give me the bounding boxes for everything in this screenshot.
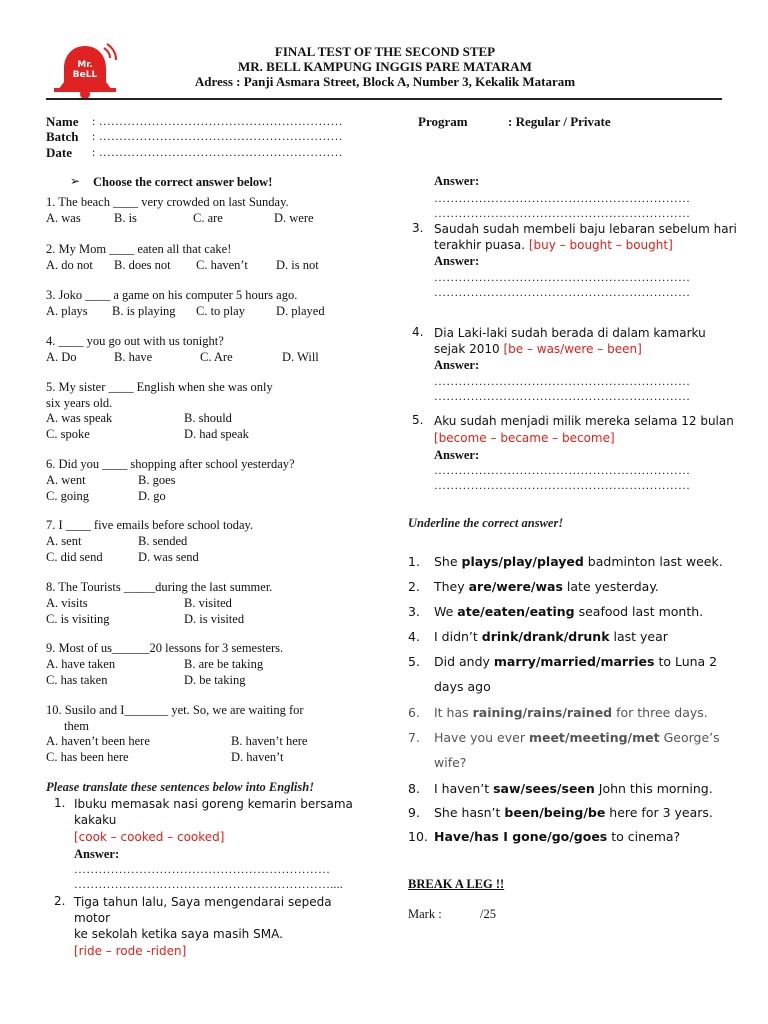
date-field[interactable]: : …………………………………………………… [92,145,343,159]
sentence-line-1: Tiga tahun lalu, Saya mengendarai sepeda motor [74,895,332,925]
bullet-arrow-icon: ➢ [70,174,81,188]
sentence-end: to cinema? [607,829,681,844]
option-c[interactable]: C. Are [200,349,233,364]
program-label: Program [418,114,468,129]
option-c[interactable]: C. to play [196,303,245,318]
answer-label: Answer: [434,448,480,462]
sentence-line-2: terakhir puasa. [434,238,526,252]
sentence-start: Did andy [434,654,494,669]
option-a[interactable]: A. Do [46,349,77,364]
item-number: 1. [54,796,66,810]
question-text: 3. Joko ____ a game on his computer 5 hours ago. [46,288,298,302]
option-d[interactable]: D. is visited [184,611,245,626]
answer-options[interactable]: ate/eaten/eating [457,604,575,619]
item-number: 2. [54,894,66,908]
question-5 [46,380,406,443]
option-d[interactable]: D. is not [276,257,319,272]
underline-item [408,574,728,599]
sentence-end: George’s [659,730,720,745]
question-text: 10. Susilo and I_______ yet. So, we are waiting for [46,703,304,717]
sentence-line-2: ke sekolah ketika saya masih SMA. [74,927,283,941]
answer-line[interactable]: ……………………………………………………… [434,191,691,205]
verb-hint: [cook – cooked – cooked] [74,830,225,844]
verb-hint: [be – was/were – been] [503,342,642,356]
item-number: 6. [408,705,420,720]
question-text: 2. My Mom ____ eaten all that cake! [46,242,232,256]
sentence-end: here for 3 years. [605,805,713,820]
answer-options[interactable]: raining/rains/rained [472,705,613,720]
section2-instruction: Please translate these sentences below into English! [46,780,315,794]
underline-item [408,800,728,825]
question-text: 6. Did you ____ shopping after school yesterday? [46,457,295,471]
translate-item-3 [412,221,737,300]
answer-line[interactable]: ……………………………………………………… [434,389,691,403]
answer-line[interactable]: ……………………………………………………… [434,285,691,299]
sentence-end: late yesterday. [562,579,659,594]
item-number: 9. [408,805,420,820]
address-line: Adress : Panji Asmara Street, Block A, Number 3, Kekalik Mataram [194,74,576,89]
underline-item [408,624,728,649]
sentence-continued: wife? [434,755,467,770]
answer-line[interactable]: ……………………………………………………… [434,206,691,220]
translate-item-4 [412,325,724,404]
name-field[interactable]: : …………………………………………………… [92,114,343,128]
answer-options[interactable]: saw/sees/seen [493,781,595,796]
mark-value: /25 [480,907,496,921]
sentence-line-1: Saudah sudah membeli baju lebaran sebelum hari [434,222,737,236]
underline-item [408,599,728,624]
section1-instruction: Choose the correct answer below! [93,175,273,189]
question-4 [46,334,406,366]
item-number: 1. [408,554,420,569]
question-text: 8. The Tourists _____during the last summer. [46,580,273,594]
translate-item-2 [46,894,366,960]
option-a[interactable]: A. have taken [46,656,116,671]
option-b[interactable]: B. visited [184,595,232,610]
sentence-start: She hasn’t [434,805,505,820]
item-number: 4. [408,629,420,644]
sentence-end: to Luna 2 [654,654,718,669]
question-text: 9. Most of us______20 lessons for 3 semesters. [46,641,284,655]
underline-item [408,549,728,574]
item-number: 4. [412,325,424,339]
option-d[interactable]: D. had speak [184,427,249,441]
name-label: Name [46,114,79,129]
option-b[interactable]: B. have [114,349,153,364]
sentence-end: for three days. [612,705,708,720]
option-a[interactable]: A. visits [46,595,88,610]
question-9 [46,641,406,689]
section3-instruction: Underline the correct answer! [408,516,564,530]
sentence-end: badminton last week. [583,554,723,569]
item-number: 10. [408,829,428,844]
answer-line[interactable]: ……………………………………………………….... [74,877,343,891]
item-number: 5. [408,654,420,669]
option-a[interactable]: A. plays [46,303,88,318]
program-value: : Regular / Private [508,114,611,129]
answer-line[interactable]: ……………………………………………………… [434,478,691,492]
question-6 [46,457,406,505]
question-2 [46,242,406,274]
option-b[interactable]: B. is playing [112,303,176,318]
question-text-continued: six years old. [46,395,113,410]
answer-options[interactable]: Have/has I gone/go/goes [434,829,608,844]
verb-hint: [ride – rode -riden] [74,944,187,958]
option-c[interactable]: C. are [193,210,223,225]
option-b[interactable]: B. should [184,411,232,425]
sentence-start: She [434,554,462,569]
break-a-leg: BREAK A LEG !! [408,877,505,891]
answer-line[interactable]: ……………………………………………………… [434,270,691,284]
sentence-start: It has [434,705,473,720]
option-c[interactable]: C. haven’t [196,257,248,272]
option-d[interactable]: D. Will [282,349,319,364]
title-line-2: MR. BELL KAMPUNG INGGIS PARE MATARAM [238,59,532,74]
item-number: 3. [408,604,420,619]
question-text: 1. The beach ____ very crowded on last Sunday. [46,195,289,209]
question-8 [46,580,406,628]
sentence-start: We [434,604,458,619]
option-d[interactable]: D. was send [138,549,199,564]
sentence-start: I haven’t [434,781,494,796]
item-number: 3. [412,221,424,235]
mark-label: Mark : [408,907,442,921]
option-d[interactable]: D. go [138,488,166,503]
option-a[interactable]: A. haven’t been here [46,734,150,748]
logo-text: Mr. BeLL [72,60,98,80]
answer-label: Answer: [74,847,120,861]
sentence-continued: days ago [434,679,491,694]
sentence-line-1: Ibuku memasak nasi goreng kemarin bersama [74,797,353,811]
option-c[interactable]: C. did send [46,549,103,564]
option-d[interactable]: D. be taking [184,672,246,687]
answer-options[interactable]: been/being/be [504,805,606,820]
question-7 [46,518,406,566]
answer-options[interactable]: marry/married/marries [493,654,655,669]
answer-line[interactable]: ……………………………………………………… [434,463,691,477]
sentence-start: They [434,579,469,594]
item-number: 2. [408,579,420,594]
underline-item [408,776,728,801]
translate-item-5 [412,413,734,493]
answer-line[interactable]: ……………………………………………………… [74,862,331,876]
mr-bell-logo [52,42,118,102]
verb-hint: [buy – bought – bought] [528,238,673,252]
answer-options[interactable]: are/were/was [468,579,563,594]
option-b[interactable]: B. sended [138,533,188,548]
sentence-start: Have you ever [434,730,529,745]
verb-hint: [become – became – become] [434,431,615,445]
item-number: 5. [412,413,424,427]
option-a[interactable]: A. sent [46,533,82,548]
sentence-line-1: Dia Laki-laki sudah berada di dalam kamarku [434,326,706,340]
answer-options[interactable]: drink/drank/drunk [481,629,610,644]
answer-line[interactable]: ……………………………………………………… [434,374,691,388]
answer-label: Answer: [434,358,480,372]
answer-label: Answer: [434,254,480,268]
question-1 [46,195,406,227]
batch-field[interactable]: : …………………………………………………… [92,129,343,143]
option-a[interactable]: A. do not [46,257,93,272]
option-a[interactable]: A. went [46,472,86,487]
option-d[interactable]: D. played [276,303,325,318]
sentence-end: John this morning. [594,781,713,796]
date-label: Date [46,145,72,160]
header-divider [46,98,722,100]
answer-options[interactable]: meet/meeting/met [528,730,660,745]
option-b[interactable]: B. does not [114,257,171,272]
option-c[interactable]: C. has been here [46,750,129,764]
option-c[interactable]: C. going [46,488,90,503]
question-text: 5. My sister ____ English when she was only [46,380,273,394]
sentence-end: last year [609,629,668,644]
sentence-line-2: sejak 2010 [434,342,500,356]
option-c[interactable]: C. spoke [46,427,90,441]
item-number: 8. [408,781,420,796]
question-text: 7. I ____ five emails before school today. [46,518,254,532]
option-c[interactable]: C. is visiting [46,611,110,626]
option-a[interactable]: A. was speak [46,411,113,425]
answer-label: Answer: [434,174,480,188]
option-a[interactable]: A. was [46,210,81,225]
question-text: 4. ____ you go out with us tonight? [46,334,224,348]
batch-label: Batch [46,129,79,144]
option-b[interactable]: B. are be taking [184,656,264,671]
underline-item [408,824,728,849]
underline-item [408,649,728,699]
sentence-end: seafood last month. [574,604,704,619]
item-number: 7. [408,730,420,745]
question-text-continued: them [64,718,89,733]
underline-item [408,700,728,725]
answer-options[interactable]: plays/play/played [461,554,584,569]
option-d[interactable]: D. haven’t [231,750,284,764]
option-b[interactable]: B. is [114,210,137,225]
option-c[interactable]: C. has taken [46,672,108,687]
option-d[interactable]: D. were [274,210,314,225]
underline-item [408,725,728,775]
title-line-1: FINAL TEST OF THE SECOND STEP [274,44,496,59]
option-b[interactable]: B. goes [138,472,176,487]
sentence-line-2: kakaku [74,813,117,827]
question-3 [46,288,406,320]
sentence-start: I didn’t [434,629,482,644]
sentence-line-1: Aku sudah menjadi milik mereka selama 12 bulan [434,414,734,428]
question-10 [46,703,406,766]
option-b[interactable]: B. haven’t here [231,734,308,748]
translate-item-1 [46,796,366,892]
